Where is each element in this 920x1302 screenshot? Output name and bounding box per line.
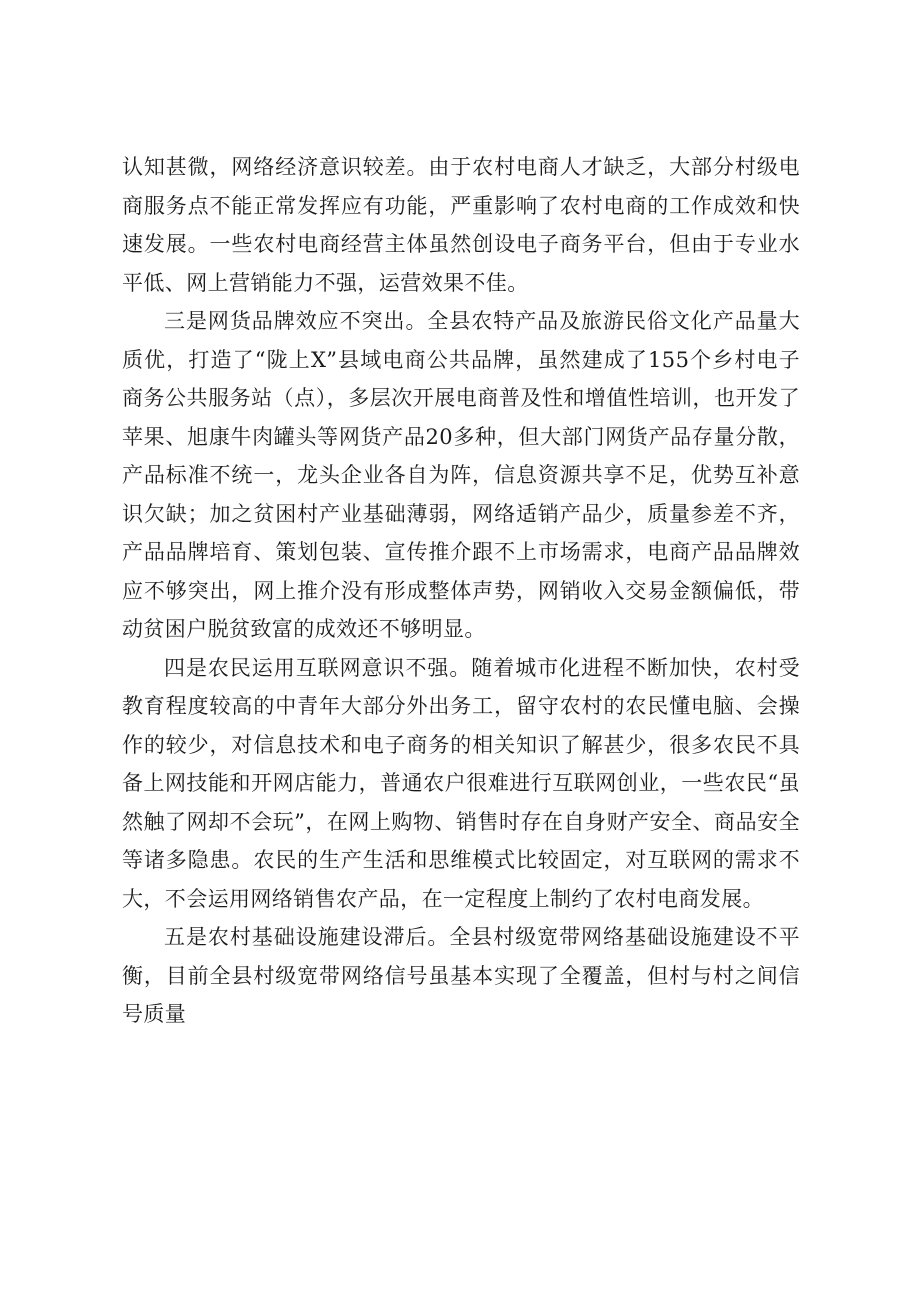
paragraph-infrastructure: 五是农村基础设施建设滞后。全县村级宽带网络基础设施建设不平衡，目前全县村级宽带网络信号虽基本实现了全覆盖，但村与村之间信号质量 xyxy=(122,925,800,1026)
document-body xyxy=(122,148,800,1034)
paragraph-brand-effect: 三是网货品牌效应不突出。全县农特产品及旅游民俗文化产品量大质优，打造了“陇上X”县域电商公共品牌，虽然建成了155个乡村电子商务公共服务站（点），多层次开展电商普及性和增值性培训，也开发了苹果、旭康牛肉罐头等网货产品20多种，但大部门网货产品存量分散，产品标准不统一，龙头企业各自为阵，信息资源共享不足，优势互补意识欠缺；加之贫困村产业基础薄弱，网络适销产品少，质量参差不齐，产品品牌培育、策划包装、宣传推介跟不上市场需求，电商产品品牌效应不够突出，网上推介没有形成整体声势，网销收入交易金额偏低，带动贫困户脱贫致富的成效还不够明显。 xyxy=(122,309,800,641)
paragraph-continuation: 认知甚微，网络经济意识较差。由于农村电商人才缺乏，大部分村级电商服务点不能正常发挥应有功能，严重影响了农村电商的工作成效和快速发展。一些农村电商经营主体虽然创设电子商务平台，但由于专业水平低、网上营销能力不强，运营效果不佳。 xyxy=(122,155,800,295)
paragraph-internet-awareness: 四是农民运用互联网意识不强。随着城市化进程不断加快，农村受教育程度较高的中青年大部分外出务工，留守农村的农民懂电脑、会操作的较少，对信息技术和电子商务的相关知识了解甚少，很多农民不具备上网技能和开网店能力，普通农户很难进行互联网创业，一些农民“虽然触了网却不会玩”，在网上购物、销售时存在自身财产安全、商品安全等诸多隐患。农民的生产生活和思维模式比较固定，对互联网的需求不大，不会运用网络销售农产品，在一定程度上制约了农村电商发展。 xyxy=(122,655,800,911)
